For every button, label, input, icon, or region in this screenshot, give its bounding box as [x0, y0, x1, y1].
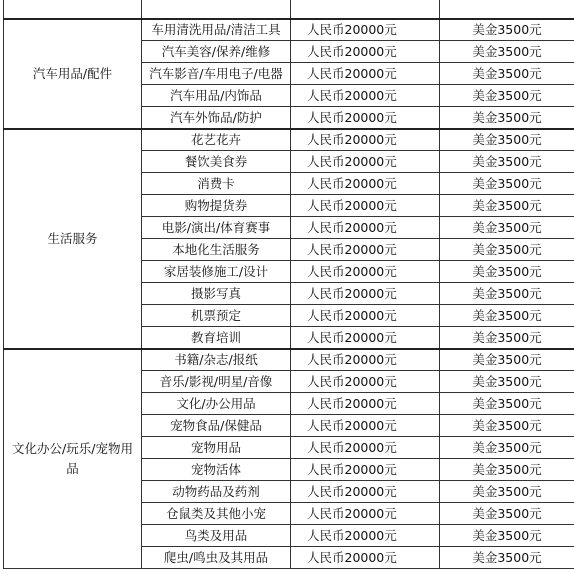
usd-price-cell[interactable]: 美金3500元 [440, 151, 574, 173]
subcategory-cell[interactable]: 消费卡 [142, 173, 291, 195]
section-divider [3, 128, 574, 130]
rmb-price-cell[interactable]: 人民币20000元 [291, 63, 440, 85]
usd-price-cell[interactable]: 美金3500元 [440, 85, 574, 107]
rmb-price-cell[interactable]: 人民币20000元 [291, 85, 440, 107]
subcategory-cell[interactable]: 鸟类及用品 [142, 525, 291, 547]
subcategory-cell[interactable]: 仓鼠类及其他小宠 [142, 503, 291, 525]
table-row [4, 19, 574, 41]
usd-price-cell[interactable]: 美金3500元 [440, 173, 574, 195]
subcategory-cell[interactable]: 汽车用品/内饰品 [142, 85, 291, 107]
rmb-price-cell[interactable]: 人民币20000元 [291, 151, 440, 173]
subcategory-cell[interactable]: 餐饮美食券 [142, 151, 291, 173]
subcategory-cell[interactable]: 车用清洗用品/清洁工具 [142, 19, 291, 41]
usd-price-cell[interactable]: 美金3500元 [440, 547, 574, 569]
subcategory-cell[interactable]: 汽车影音/车用电子/电器 [142, 63, 291, 85]
rmb-price-cell[interactable]: 人民币20000元 [291, 525, 440, 547]
rmb-price-cell[interactable]: 人民币20000元 [291, 547, 440, 569]
rmb-price-cell[interactable]: 人民币20000元 [291, 349, 440, 371]
subcategory-cell[interactable]: 动物药品及药剂 [142, 481, 291, 503]
subcategory-cell[interactable]: 机票预定 [142, 305, 291, 327]
usd-price-cell[interactable]: 美金3500元 [440, 415, 574, 437]
rmb-price-cell[interactable]: 人民币20000元 [291, 239, 440, 261]
rmb-price-cell[interactable]: 人民币20000元 [291, 481, 440, 503]
rmb-price-cell[interactable]: 人民币20000元 [291, 107, 440, 129]
subcategory-cell[interactable]: 书籍/杂志/报纸 [142, 349, 291, 371]
subcategory-cell[interactable]: 本地化生活服务 [142, 239, 291, 261]
usd-price-cell[interactable]: 美金3500元 [440, 261, 574, 283]
usd-price-cell[interactable] [440, 0, 574, 19]
rmb-price-cell[interactable]: 人民币20000元 [291, 305, 440, 327]
subcategory-cell[interactable]: 花艺花卉 [142, 129, 291, 151]
rmb-price-cell[interactable]: 人民币20000元 [291, 129, 440, 151]
rmb-price-cell[interactable]: 人民币20000元 [291, 261, 440, 283]
subcategory-cell[interactable]: 宠物活体 [142, 459, 291, 481]
rmb-price-cell[interactable] [291, 0, 440, 19]
subcategory-cell[interactable]: 汽车外饰品/防护 [142, 107, 291, 129]
rmb-price-cell[interactable]: 人民币20000元 [291, 19, 440, 41]
subcategory-cell[interactable]: 音乐/影视/明星/音像 [142, 371, 291, 393]
subcategory-cell[interactable]: 购物提货券 [142, 195, 291, 217]
usd-price-cell[interactable]: 美金3500元 [440, 195, 574, 217]
category-cell[interactable]: 生活服务 [4, 129, 142, 349]
usd-price-cell[interactable]: 美金3500元 [440, 107, 574, 129]
usd-price-cell[interactable]: 美金3500元 [440, 41, 574, 63]
usd-price-cell[interactable]: 美金3500元 [440, 503, 574, 525]
subcategory-cell[interactable]: 电影/演出/体育赛事 [142, 217, 291, 239]
rmb-price-cell[interactable]: 人民币20000元 [291, 437, 440, 459]
usd-price-cell[interactable]: 美金3500元 [440, 217, 574, 239]
usd-price-cell[interactable]: 美金3500元 [440, 371, 574, 393]
usd-price-cell[interactable]: 美金3500元 [440, 129, 574, 151]
category-cell[interactable]: 汽车用品/配件 [4, 19, 142, 129]
usd-price-cell[interactable]: 美金3500元 [440, 283, 574, 305]
usd-price-cell[interactable]: 美金3500元 [440, 349, 574, 371]
subcategory-cell[interactable]: 汽车美容/保养/维修 [142, 41, 291, 63]
usd-price-cell[interactable]: 美金3500元 [440, 525, 574, 547]
rmb-price-cell[interactable]: 人民币20000元 [291, 415, 440, 437]
rmb-price-cell[interactable]: 人民币20000元 [291, 195, 440, 217]
pricing-table [3, 0, 574, 569]
subcategory-cell[interactable]: 宠物用品 [142, 437, 291, 459]
rmb-price-cell[interactable]: 人民币20000元 [291, 217, 440, 239]
rmb-price-cell[interactable]: 人民币20000元 [291, 283, 440, 305]
pricing-table-body [4, 0, 574, 569]
rmb-price-cell[interactable]: 人民币20000元 [291, 503, 440, 525]
usd-price-cell[interactable]: 美金3500元 [440, 459, 574, 481]
category-cell[interactable] [4, 0, 142, 19]
section-divider [3, 348, 574, 350]
usd-price-cell[interactable]: 美金3500元 [440, 305, 574, 327]
rmb-price-cell[interactable]: 人民币20000元 [291, 371, 440, 393]
section-divider [3, 18, 574, 20]
usd-price-cell[interactable]: 美金3500元 [440, 437, 574, 459]
table-row [4, 0, 574, 19]
rmb-price-cell[interactable]: 人民币20000元 [291, 459, 440, 481]
usd-price-cell[interactable]: 美金3500元 [440, 19, 574, 41]
table-row [4, 129, 574, 151]
subcategory-cell[interactable]: 家居装修施工/设计 [142, 261, 291, 283]
subcategory-cell[interactable]: 文化/办公用品 [142, 393, 291, 415]
usd-price-cell[interactable]: 美金3500元 [440, 327, 574, 349]
category-cell[interactable]: 文化办公/玩乐/宠物用品 [4, 349, 142, 569]
rmb-price-cell[interactable]: 人民币20000元 [291, 327, 440, 349]
subcategory-cell[interactable] [142, 0, 291, 19]
usd-price-cell[interactable]: 美金3500元 [440, 63, 574, 85]
table-row [4, 349, 574, 371]
subcategory-cell[interactable]: 爬虫/鸣虫及其用品 [142, 547, 291, 569]
subcategory-cell[interactable]: 教育培训 [142, 327, 291, 349]
subcategory-cell[interactable]: 摄影写真 [142, 283, 291, 305]
rmb-price-cell[interactable]: 人民币20000元 [291, 393, 440, 415]
rmb-price-cell[interactable]: 人民币20000元 [291, 41, 440, 63]
usd-price-cell[interactable]: 美金3500元 [440, 393, 574, 415]
rmb-price-cell[interactable]: 人民币20000元 [291, 173, 440, 195]
usd-price-cell[interactable]: 美金3500元 [440, 239, 574, 261]
subcategory-cell[interactable]: 宠物食品/保健品 [142, 415, 291, 437]
usd-price-cell[interactable]: 美金3500元 [440, 481, 574, 503]
